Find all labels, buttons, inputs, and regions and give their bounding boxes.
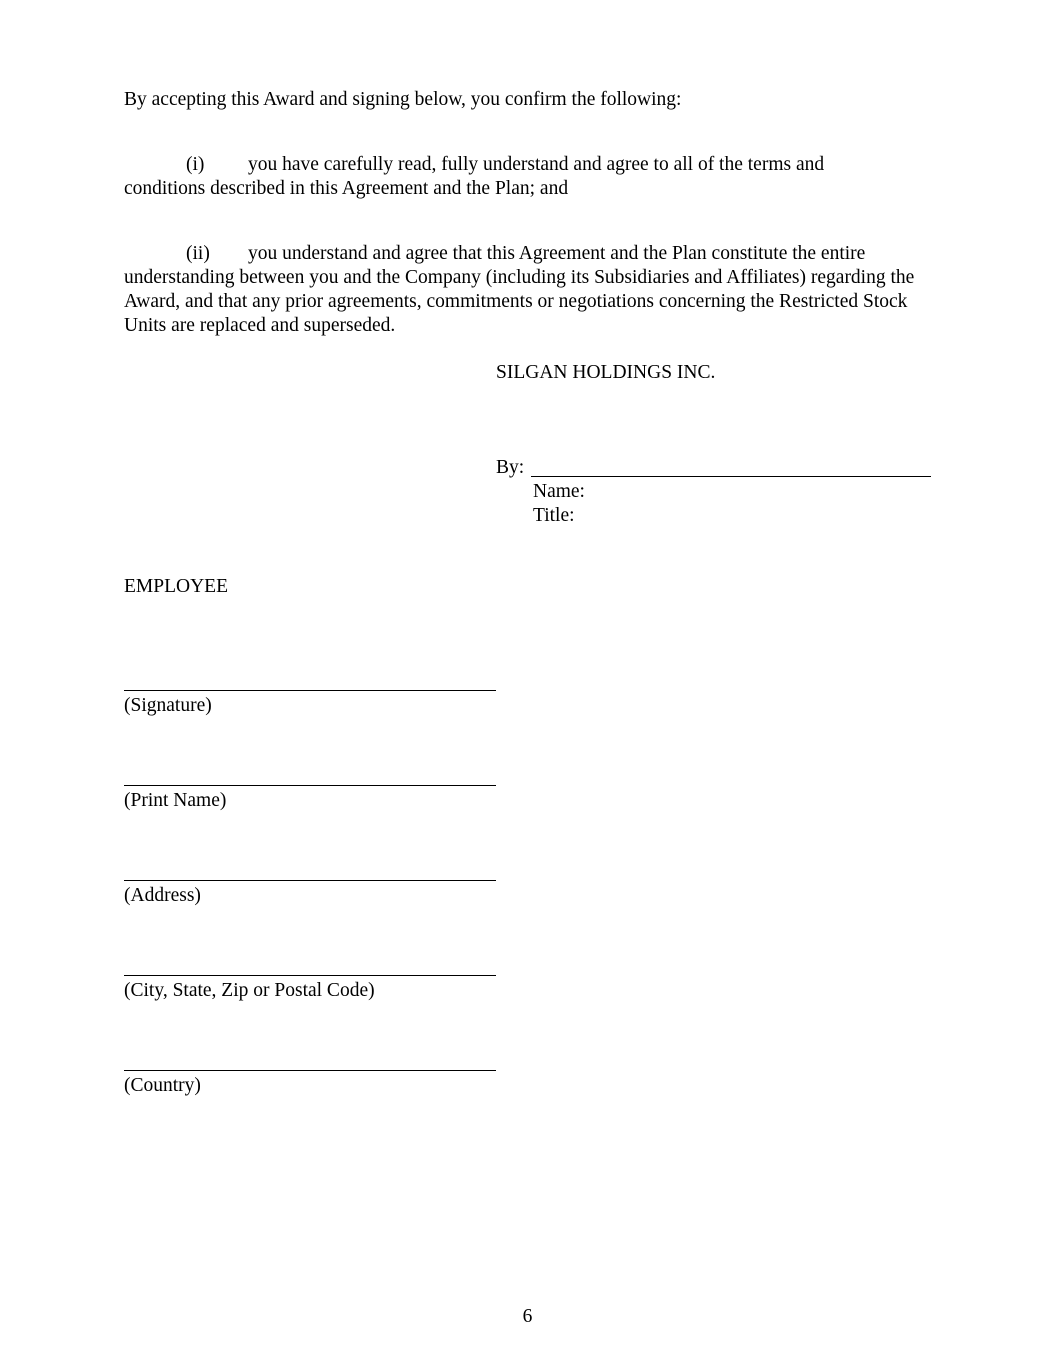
title-label: Title: [533,505,575,526]
item-rest: understanding between you and the Company (including its Subsidiaries and Affiliates) regarding the Award, and that any prior agreements, commitments or negotiations concerning the Restricted Stock Units are replaced and superseded. [124,267,915,336]
country-line[interactable] [124,1070,496,1071]
company-name: SILGAN HOLDINGS INC. [496,362,716,383]
by-label: By: [496,457,525,478]
address-label: (Address) [124,885,201,906]
print-name-label: (Print Name) [124,790,227,811]
item-number: (ii) [186,243,210,264]
city-state-zip-line[interactable] [124,975,496,976]
confirmation-item-i [124,153,939,201]
city-state-zip-label: (City, State, Zip or Postal Code) [124,980,375,1001]
company-signature-line[interactable] [531,476,931,477]
name-label: Name: [533,481,585,502]
signature-line[interactable] [124,690,496,691]
country-label: (Country) [124,1075,201,1096]
print-name-line[interactable] [124,785,496,786]
item-number: (i) [186,154,205,175]
address-line[interactable] [124,880,496,881]
employee-heading: EMPLOYEE [124,576,228,597]
intro-text: By accepting this Award and signing below, you confirm the following: [124,89,682,110]
item-rest: conditions described in this Agreement and the Plan; and [124,178,569,199]
item-first-line: you understand and agree that this Agreement and the Plan constitute the entire [248,243,866,264]
item-first-line: you have carefully read, fully understand and agree to all of the terms and [248,154,825,175]
confirmation-item-ii [124,242,939,338]
signature-label: (Signature) [124,695,212,716]
page-number: 6 [522,1306,533,1327]
